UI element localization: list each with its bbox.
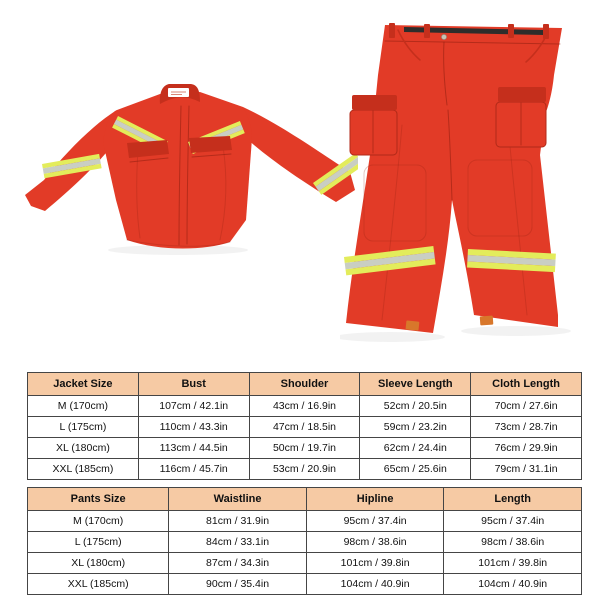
jacket-right-sleeve xyxy=(243,107,355,202)
table-cell: 104cm / 40.9in xyxy=(444,574,582,595)
table-cell: XXL (185cm) xyxy=(28,574,169,595)
jacket-photo xyxy=(18,80,358,260)
jacket-size-table xyxy=(27,372,582,480)
table-cell: 116cm / 45.7in xyxy=(138,459,249,480)
table-cell: 104cm / 40.9in xyxy=(306,574,444,595)
table-row xyxy=(28,438,582,459)
pants-size-table xyxy=(27,487,582,595)
pants-right-cargo-pocket xyxy=(496,87,546,147)
table-cell: 113cm / 44.5in xyxy=(138,438,249,459)
table-cell: 101cm / 39.8in xyxy=(444,553,582,574)
table-cell: XXL (185cm) xyxy=(28,459,139,480)
jacket-body xyxy=(103,92,252,249)
table-cell: L (175cm) xyxy=(28,417,139,438)
table-cell: 50cm / 19.7in xyxy=(249,438,360,459)
table-cell: 73cm / 28.7in xyxy=(471,417,582,438)
table-cell: XL (180cm) xyxy=(28,438,139,459)
pants-belt-loop xyxy=(508,24,514,38)
table-cell: 79cm / 31.1in xyxy=(471,459,582,480)
pants-belt-loop xyxy=(389,23,395,38)
table-cell: L (175cm) xyxy=(28,532,169,553)
pants-photo xyxy=(340,15,575,350)
table-cell: XL (180cm) xyxy=(28,553,169,574)
column-header: Bust xyxy=(138,373,249,396)
table-cell: 98cm / 38.6in xyxy=(444,532,582,553)
table-cell: 53cm / 20.9in xyxy=(249,459,360,480)
table-cell: 59cm / 23.2in xyxy=(360,417,471,438)
table-cell: 76cm / 29.9in xyxy=(471,438,582,459)
table-row xyxy=(28,511,582,532)
table-cell: 84cm / 33.1in xyxy=(169,532,307,553)
pants-waist-button xyxy=(441,34,446,39)
table-cell: 98cm / 38.6in xyxy=(306,532,444,553)
column-header: Waistline xyxy=(169,488,307,511)
table-cell: M (170cm) xyxy=(28,396,139,417)
column-header: Pants Size xyxy=(28,488,169,511)
table-row xyxy=(28,396,582,417)
table-cell: M (170cm) xyxy=(28,511,169,532)
pants-belt-loop xyxy=(424,24,430,38)
table-cell: 43cm / 16.9in xyxy=(249,396,360,417)
column-header: Cloth Length xyxy=(471,373,582,396)
table-row xyxy=(28,532,582,553)
column-header: Jacket Size xyxy=(28,373,139,396)
jacket-table-header-row xyxy=(28,373,582,396)
table-cell: 101cm / 39.8in xyxy=(306,553,444,574)
table-cell: 90cm / 35.4in xyxy=(169,574,307,595)
table-cell: 62cm / 24.4in xyxy=(360,438,471,459)
table-cell: 95cm / 37.4in xyxy=(306,511,444,532)
pants-ground-shadow xyxy=(461,326,571,336)
pants-left-cargo-pocket xyxy=(350,95,397,155)
jacket-right-pocket-flap xyxy=(189,136,232,153)
column-header: Hipline xyxy=(306,488,444,511)
table-cell: 52cm / 20.5in xyxy=(360,396,471,417)
column-header: Shoulder xyxy=(249,373,360,396)
pants-body xyxy=(346,25,562,333)
column-header: Sleeve Length xyxy=(360,373,471,396)
table-row xyxy=(28,574,582,595)
pants-table-header-row xyxy=(28,488,582,511)
pants-left-hem-tab xyxy=(406,320,420,330)
pants-right-hem-tab xyxy=(480,316,494,326)
table-cell: 65cm / 25.6in xyxy=(360,459,471,480)
table-cell: 95cm / 37.4in xyxy=(444,511,582,532)
table-cell: 70cm / 27.6in xyxy=(471,396,582,417)
pants-ground-shadow xyxy=(340,332,445,342)
table-row xyxy=(28,417,582,438)
table-row xyxy=(28,459,582,480)
table-row xyxy=(28,553,582,574)
column-header: Length xyxy=(444,488,582,511)
table-cell: 110cm / 43.3in xyxy=(138,417,249,438)
table-cell: 107cm / 42.1in xyxy=(138,396,249,417)
table-cell: 87cm / 34.3in xyxy=(169,553,307,574)
table-cell: 81cm / 31.9in xyxy=(169,511,307,532)
table-cell: 47cm / 18.5in xyxy=(249,417,360,438)
